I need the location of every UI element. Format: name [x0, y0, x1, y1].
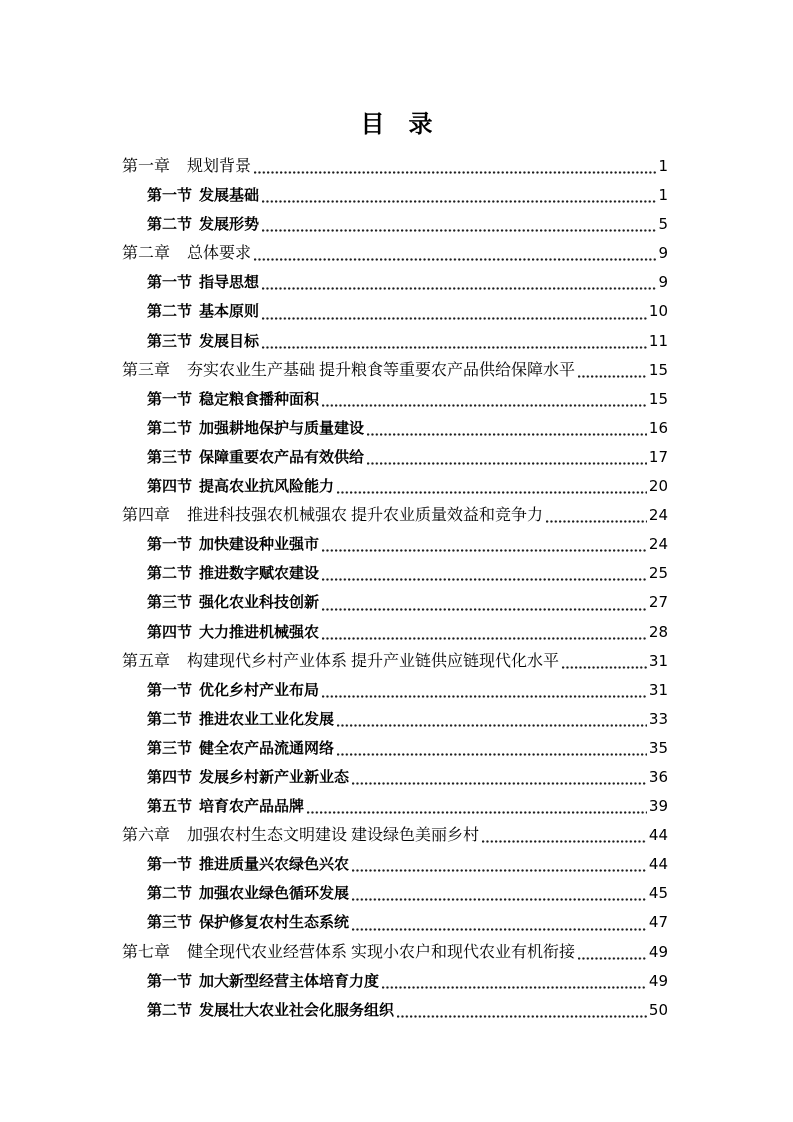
toc-entry-title: 指导思想	[199, 274, 260, 292]
dotted-leader	[352, 782, 647, 785]
toc-entry-label: 第五节	[147, 798, 193, 816]
dotted-leader	[337, 724, 647, 727]
toc-entry-page: 49	[648, 971, 668, 990]
toc-entry-title: 发展基础	[199, 187, 260, 205]
toc-entry-title: 优化乡村产业布局	[199, 681, 320, 699]
toc-entry-label: 第六章	[122, 827, 171, 845]
dotted-leader	[254, 258, 656, 261]
toc-entry	[122, 443, 668, 472]
toc-entry	[122, 996, 668, 1025]
dotted-leader	[367, 462, 647, 465]
toc-entry-label: 第二节	[147, 710, 193, 728]
toc-entry-title: 保障重要农产品有效供给	[199, 448, 365, 466]
toc-entry-title: 加快建设种业强市	[199, 536, 320, 554]
toc-entry	[122, 530, 668, 559]
toc-entry-label: 第二节	[147, 216, 193, 234]
toc-entry-page: 33	[648, 709, 668, 728]
toc-entry	[122, 152, 668, 181]
toc-entry-page: 15	[648, 360, 668, 379]
toc-entry-title: 推进数字赋农建设	[199, 565, 320, 583]
toc-entry-page: 45	[648, 884, 668, 903]
toc-entry-label: 第一节	[147, 536, 193, 554]
toc-entry-page: 17	[648, 447, 668, 466]
dotted-leader	[322, 578, 647, 581]
toc-entry-label: 第三章	[122, 361, 171, 379]
toc-entry-title: 健全现代农业经营体系 实现小农户和现代农业有机衔接	[187, 943, 576, 961]
toc-entry-title: 健全农产品流通网络	[199, 739, 335, 757]
toc-entry-title: 大力推进机械强农	[199, 623, 320, 641]
dotted-leader	[337, 753, 647, 756]
toc-entry-title: 推进农业工业化发展	[199, 710, 335, 728]
toc-entry	[122, 356, 668, 385]
toc-entry-label: 第二节	[147, 303, 193, 321]
toc-entry-title: 加强耕地保护与质量建设	[199, 419, 365, 437]
dotted-leader	[262, 229, 656, 232]
toc-entry	[122, 850, 668, 879]
toc-entry-page: 20	[648, 477, 668, 496]
toc-entry	[122, 792, 668, 821]
toc-entry	[122, 763, 668, 792]
toc-entry-title: 构建现代乡村产业体系 提升产业链供应链现代化水平	[187, 652, 560, 670]
dotted-leader	[262, 346, 647, 349]
toc-entry	[122, 879, 668, 908]
toc-entry-page: 5	[658, 215, 668, 234]
dotted-leader	[352, 898, 647, 901]
dotted-leader	[367, 433, 647, 436]
toc-entry-label: 第三节	[147, 594, 193, 612]
toc-entry-label: 第二节	[147, 565, 193, 583]
dotted-leader	[262, 200, 656, 203]
toc-entry-page: 24	[648, 535, 668, 554]
toc-entry-page: 31	[648, 680, 668, 699]
toc-entry-title: 基本原则	[199, 303, 260, 321]
dotted-leader	[578, 375, 647, 378]
toc-entry-label: 第五章	[122, 652, 171, 670]
toc-entry-label: 第三节	[147, 448, 193, 466]
toc-entry-title: 发展壮大农业社会化服务组织	[199, 1001, 395, 1019]
toc-entry	[122, 705, 668, 734]
toc-entry-title: 推进质量兴农绿色兴农	[199, 856, 350, 874]
toc-entry-page: 16	[648, 418, 668, 437]
dotted-leader	[482, 840, 647, 843]
toc-entry-page: 28	[648, 622, 668, 641]
toc-entry-page: 1	[658, 157, 668, 175]
dotted-leader	[322, 608, 647, 611]
toc-entry-label: 第三节	[147, 332, 193, 350]
toc-entry-page: 9	[658, 273, 668, 292]
toc-entry-page: 50	[648, 1000, 668, 1019]
toc-entry-page: 24	[648, 506, 668, 525]
toc-entry	[122, 588, 668, 617]
toc-entry-page: 49	[648, 942, 668, 961]
toc-entry-page: 44	[648, 855, 668, 874]
page-title: 目 录	[360, 112, 433, 138]
dotted-leader	[352, 869, 647, 872]
dotted-leader	[382, 986, 647, 989]
toc-entry-label: 第一节	[147, 972, 193, 990]
toc-entry	[122, 908, 668, 937]
toc-entry-page: 31	[648, 651, 668, 670]
toc-entry-label: 第二节	[147, 419, 193, 437]
toc-entry-title: 提高农业抗风险能力	[199, 478, 335, 496]
dotted-leader	[322, 637, 647, 640]
dotted-leader	[322, 404, 647, 407]
toc-entry-label: 第二节	[147, 1001, 193, 1019]
toc-entry-label: 第二章	[122, 245, 171, 263]
toc-entry	[122, 268, 668, 297]
dotted-leader	[546, 520, 647, 523]
dotted-leader	[397, 1015, 647, 1018]
toc-entry-page: 10	[648, 302, 668, 321]
toc-entry-title: 加强农业绿色循环发展	[199, 885, 350, 903]
dotted-leader	[307, 811, 647, 814]
toc-entry	[122, 414, 668, 443]
toc-entry-page: 39	[648, 797, 668, 816]
dotted-leader	[322, 549, 647, 552]
toc-entry-title: 规划背景	[187, 158, 252, 175]
toc-entry	[122, 967, 668, 996]
toc-entry	[122, 559, 668, 588]
toc-list	[122, 152, 668, 1025]
toc-entry-label: 第四节	[147, 478, 193, 496]
toc-entry-label: 第一节	[147, 274, 193, 292]
toc-entry-label: 第四章	[122, 507, 171, 525]
toc-entry	[122, 210, 668, 239]
toc-entry-page: 15	[648, 389, 668, 408]
toc-entry-title: 发展目标	[199, 332, 260, 350]
toc-entry	[122, 472, 668, 501]
toc-entry-title: 保护修复农村生态系统	[199, 914, 350, 932]
toc-entry	[122, 618, 668, 647]
toc-entry-page: 27	[648, 593, 668, 612]
toc-entry-title: 稳定粮食播种面积	[199, 390, 320, 408]
toc-entry	[122, 938, 668, 967]
dotted-leader	[562, 666, 647, 669]
toc-entry-label: 第一节	[147, 681, 193, 699]
toc-entry-label: 第七章	[122, 943, 171, 961]
toc-entry-title: 加强农村生态文明建设 建设绿色美丽乡村	[187, 827, 480, 845]
toc-entry-label: 第三节	[147, 739, 193, 757]
toc-entry-page: 47	[648, 913, 668, 932]
dotted-leader	[262, 287, 656, 290]
toc-entry	[122, 501, 668, 530]
toc-entry-title: 总体要求	[187, 245, 252, 263]
toc-entry	[122, 385, 668, 414]
toc-entry-label: 第二节	[147, 885, 193, 903]
toc-entry-page: 9	[658, 244, 668, 263]
toc-entry-page: 11	[648, 331, 668, 350]
toc-entry-label: 第一章	[122, 158, 171, 175]
toc-entry-title: 加大新型经营主体培育力度	[199, 972, 380, 990]
toc-entry-title: 培育农产品品牌	[199, 798, 305, 816]
toc-entry	[122, 297, 668, 326]
dotted-leader	[578, 957, 647, 960]
toc-entry	[122, 647, 668, 676]
toc-entry-page: 44	[648, 826, 668, 845]
toc-entry	[122, 181, 668, 210]
toc-entry-page: 1	[658, 186, 668, 205]
toc-entry-page: 25	[648, 564, 668, 583]
toc-entry-label: 第一节	[147, 856, 193, 874]
toc-entry	[122, 821, 668, 850]
toc-entry-title: 发展乡村新产业新业态	[199, 768, 350, 786]
toc-entry	[122, 676, 668, 705]
dotted-leader	[337, 491, 647, 494]
toc-entry-label: 第四节	[147, 623, 193, 641]
toc-entry-title: 夯实农业生产基础 提升粮食等重要农产品供给保障水平	[187, 361, 576, 379]
toc-entry-label: 第一节	[147, 187, 193, 205]
toc-entry-page: 35	[648, 738, 668, 757]
toc-entry-title: 强化农业科技创新	[199, 594, 320, 612]
toc-entry-title: 发展形势	[199, 216, 260, 234]
toc-entry	[122, 734, 668, 763]
toc-entry-label: 第四节	[147, 768, 193, 786]
dotted-leader	[322, 695, 647, 698]
toc-entry-label: 第一节	[147, 390, 193, 408]
dotted-leader	[254, 171, 656, 174]
dotted-leader	[352, 928, 647, 931]
dotted-leader	[262, 317, 647, 320]
toc-entry	[122, 327, 668, 356]
toc-entry-page: 36	[648, 767, 668, 786]
toc-entry-label: 第三节	[147, 914, 193, 932]
toc-entry	[122, 239, 668, 268]
toc-entry-title: 推进科技强农机械强农 提升农业质量效益和竞争力	[187, 507, 544, 525]
